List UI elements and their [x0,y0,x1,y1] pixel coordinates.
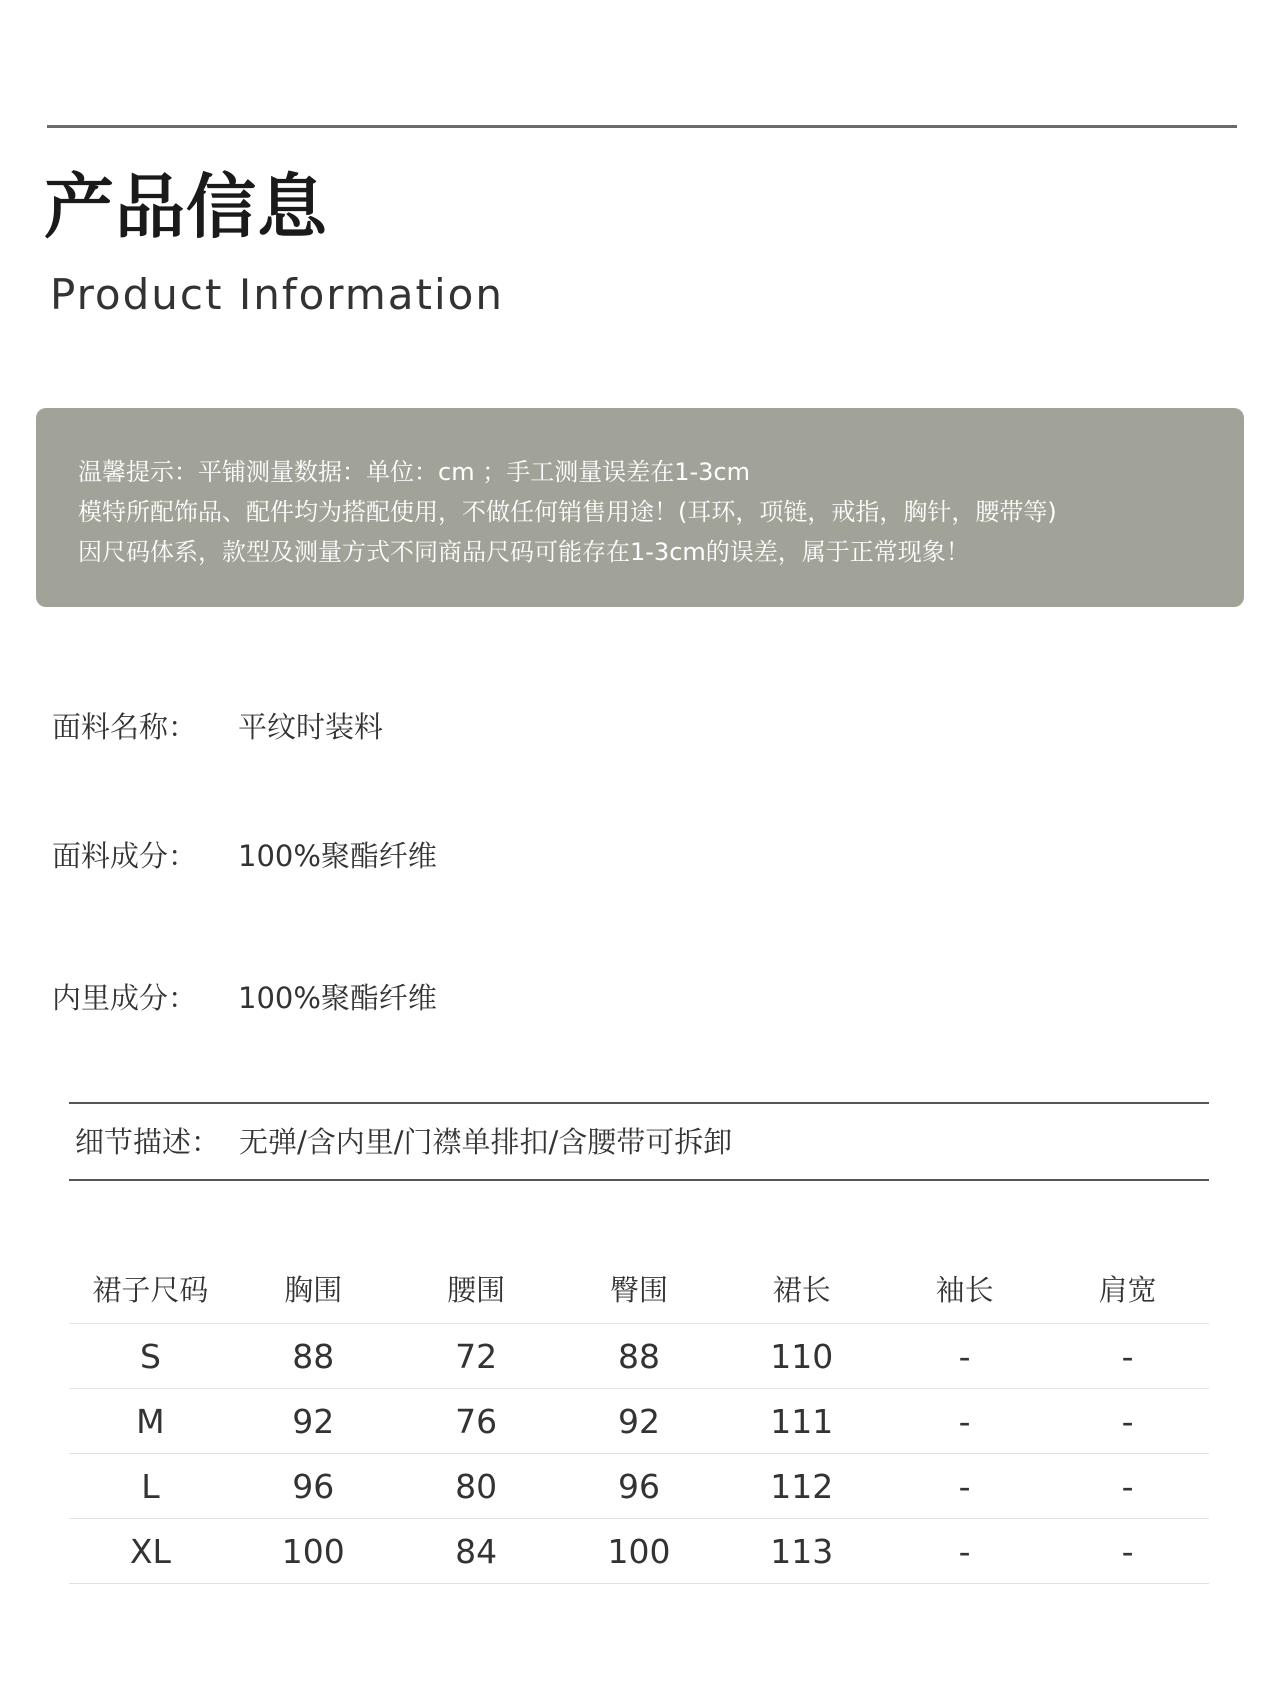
table-row [69,1519,1209,1584]
fabric-composition-label: 面料成分： [52,839,198,873]
table-cell: - [1046,1324,1209,1389]
notice-line-3: 因尺码体系，款型及测量方式不同商品尺码可能存在1-3cm的误差，属于正常现象！ [78,538,970,566]
table-cell: 92 [232,1389,395,1454]
size-table [69,1253,1209,1584]
table-cell: - [1046,1454,1209,1519]
size-table-header [69,1253,1209,1324]
lining-composition-row [52,981,437,1015]
header-sleeve: 袖长 [883,1253,1046,1324]
fabric-name-label: 面料名称： [52,710,198,744]
header-bust: 胸围 [232,1253,395,1324]
detail-row [75,1125,733,1159]
table-cell: 112 [720,1454,883,1519]
header-length: 裙长 [720,1253,883,1324]
notice-line-2: 模特所配饰品、配件均为搭配使用，不做任何销售用途！(耳环，项链，戒指，胸针，腰带等) [78,498,1057,526]
fabric-composition-value: 100%聚酯纤维 [238,839,437,873]
page-title: 产品信息 [44,166,328,248]
page-subtitle: Product Information [50,270,504,319]
fabric-name-row [52,710,384,744]
table-cell: - [883,1324,1046,1389]
table-cell: 76 [395,1389,558,1454]
table-cell: 80 [395,1454,558,1519]
table-cell: - [883,1454,1046,1519]
table-cell: - [1046,1389,1209,1454]
table-cell: 113 [720,1519,883,1584]
table-cell: L [69,1454,232,1519]
header-shoulder: 肩宽 [1046,1253,1209,1324]
table-row [69,1454,1209,1519]
notice-line-1: 温馨提示：平铺测量数据：单位：cm ；手工测量误差在1-3cm [78,458,750,486]
table-cell: 111 [720,1389,883,1454]
table-cell: - [1046,1519,1209,1584]
table-cell: 88 [232,1324,395,1389]
table-cell: - [883,1389,1046,1454]
header-hip: 臀围 [558,1253,721,1324]
table-cell: XL [69,1519,232,1584]
lining-composition-label: 内里成分： [52,981,198,1015]
table-cell: 110 [720,1324,883,1389]
table-cell: 96 [232,1454,395,1519]
detail-section [69,1102,1209,1181]
table-cell: M [69,1389,232,1454]
table-row [69,1389,1209,1454]
table-cell: 100 [232,1519,395,1584]
detail-label: 细节描述： [75,1125,221,1159]
lining-composition-value: 100%聚酯纤维 [238,981,437,1015]
header-waist: 腰围 [395,1253,558,1324]
notice-panel [36,408,1244,607]
detail-value: 无弹/含内里/门襟单排扣/含腰带可拆卸 [239,1125,733,1159]
table-cell: - [883,1519,1046,1584]
table-row [69,1324,1209,1389]
table-cell: 96 [558,1454,721,1519]
table-cell: 92 [558,1389,721,1454]
header-size: 裙子尺码 [69,1253,232,1324]
fabric-name-value: 平纹时装料 [238,710,384,744]
table-cell: 84 [395,1519,558,1584]
fabric-composition-row [52,839,437,873]
table-cell: 88 [558,1324,721,1389]
top-divider [47,125,1237,128]
table-cell: 100 [558,1519,721,1584]
table-cell: 72 [395,1324,558,1389]
table-cell: S [69,1324,232,1389]
